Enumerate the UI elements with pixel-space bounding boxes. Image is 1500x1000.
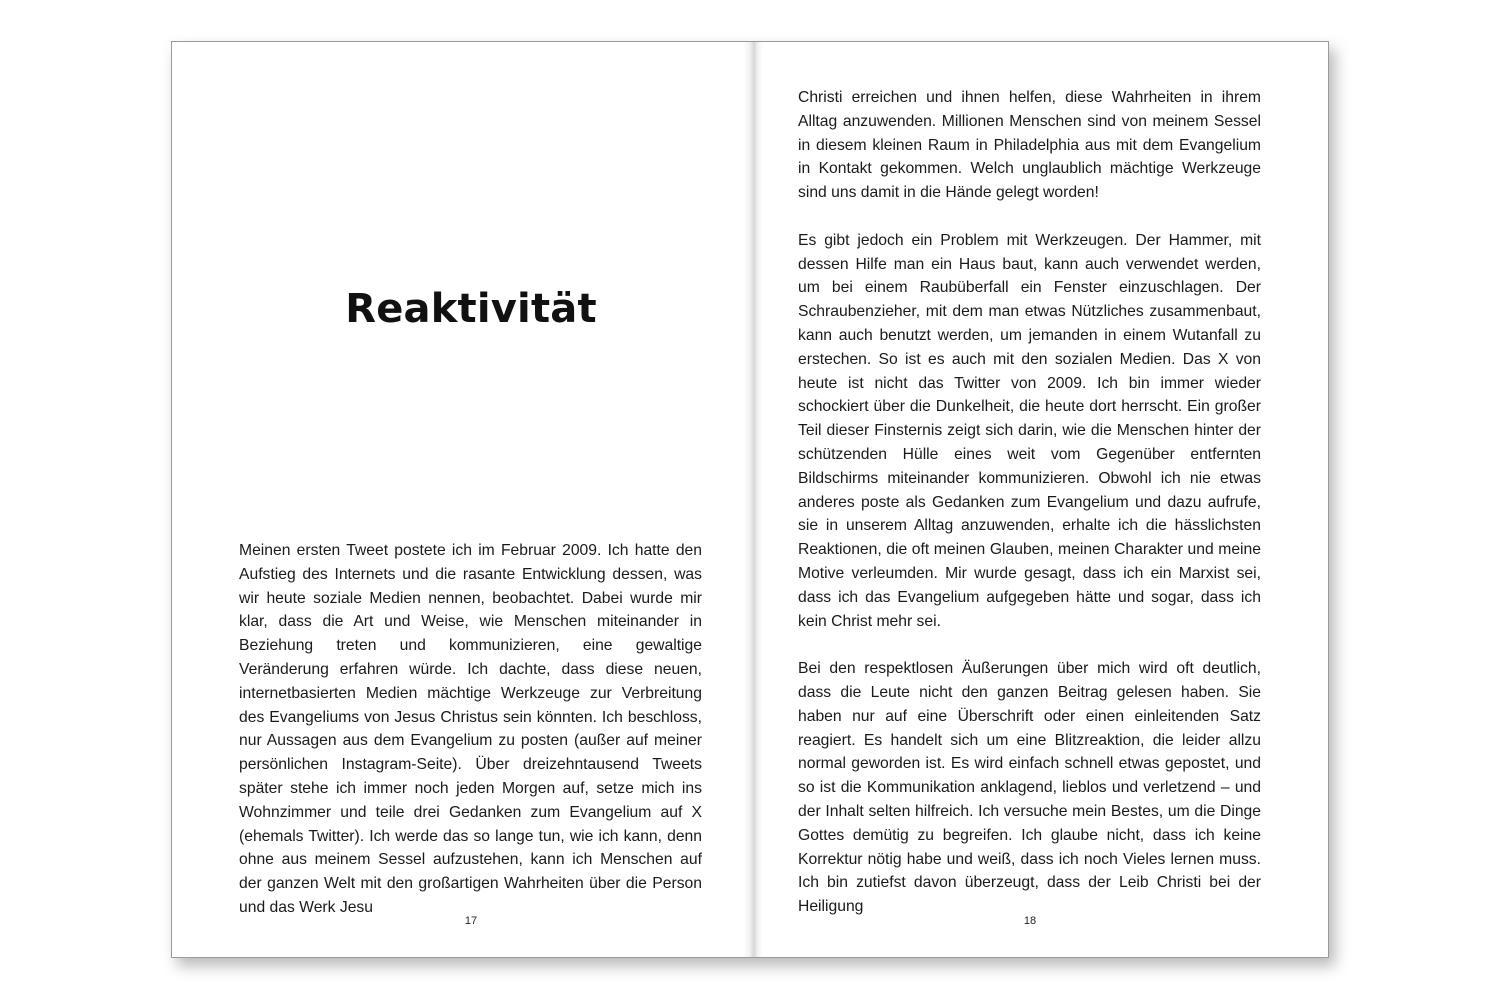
page-number-right: 18: [1023, 915, 1037, 927]
page-number-left: 17: [464, 915, 478, 927]
paragraph: Es gibt jedoch ein Problem mit Werkzeugen. Der Hammer, mit dessen Hilfe man ein Haus baut, kann auch verwendet werden, um bei einem Raubüberfall ein Fenster einzuschlagen. Der Schraubenzieher, mit dem man etwas Nützliches zusammenbaut, kann auch benutzt werden, um jemanden in einem Wutanfall zu erstechen. So ist es auch mit den sozialen Medien. Das X von heute ist nicht das Twitter von 2009. Ich bin immer wieder schockiert über die Dunkelheit, die heute dort herrscht. Ein großer Teil dieser Finsternis zeigt sich darin, wie die Menschen hinter der schützenden Hülle eines weit vom Gegenüber entfernten Bildschirms miteinander kommunizieren. Obwohl ich nie etwas anderes poste als Gedanken zum Evangelium und dazu aufrufe, sie in unserem Alltag anzuwenden, erhalte ich die hässlichsten Reaktionen, die oft meinen Glauben, meinen Charakter und meine Motive verleumden. Mir wurde gesagt, dass ich ein Marxist sei, dass ich das Evangelium aufgegeben hätte und sogar, dass ich kein Christ mehr sei.: [798, 231, 1261, 630]
right-page: [751, 41, 1329, 958]
chapter-title: Reaktivität: [345, 286, 597, 332]
paragraph: Meinen ersten Tweet postete ich im Februar 2009. Ich hatte den Aufstieg des Internets und die rasante Entwicklung dessen, was wir heute soziale Medien nennen, beobachtet. Dabei wurde mir klar, dass die Art und Weise, wie Menschen miteinander in Beziehung treten und kommunizieren, eine gewaltige Veränderung erfahren würde. Ich dachte, dass diese neuen, internetbasierten Medien mächtige Werkzeuge zur Verbreitung des Evangeliums von Jesus Christus sein könnten. Ich beschloss, nur Aussagen aus dem Evangelium zu posten (außer auf meiner persönlichen Instagram-Seite). Über dreizehntausend Tweets später stehe ich immer noch jeden Morgen auf, setze mich ins Wohnzimmer und teile drei Gedanken zum Evangelium auf X (ehemals Twitter). Ich werde das so lange tun, wie ich kann, denn ohne aus meinem Sessel aufzustehen, kann ich Menschen auf der ganzen Welt mit den großartigen Wahrheiten über die Person und das Werk Jesu: [239, 542, 702, 916]
right-page-body: [798, 86, 1261, 919]
left-page-body: [239, 539, 702, 920]
left-page: [171, 41, 751, 958]
book-spread: [171, 41, 1329, 958]
paragraph: Bei den respektlosen Äußerungen über mich wird oft deutlich, dass die Leute nicht den ganzen Beitrag gelesen haben. Sie haben nur auf eine Überschrift oder einen einleitenden Satz reagiert. Es handelt sich um eine Blitzreaktion, die leider allzu normal geworden ist. Es wird einfach schnell etwas gepostet, und so ist die Kommunikation anklagend, lieblos und verletzend – und der Inhalt selten hilfreich. Ich versuche mein Bestes, um die Dinge Gottes demütig zu begreifen. Ich glaube nicht, dass ich keine Korrektur nötig habe und weiß, dass ich noch Vieles lernen muss. Ich bin zutiefst davon überzeugt, dass der Leib Christi bei der Heiligung: [798, 660, 1261, 916]
paragraph: Christi erreichen und ihnen helfen, diese Wahrheiten in ihrem Alltag anzuwenden. Millionen Menschen sind von meinem Sessel in diesem kleinen Raum in Philadelphia aus mit dem Evangelium in Kontakt gekommen. Welch unglaublich mächtige Werkzeuge sind uns damit in die Hände gelegt worden!: [798, 89, 1261, 202]
